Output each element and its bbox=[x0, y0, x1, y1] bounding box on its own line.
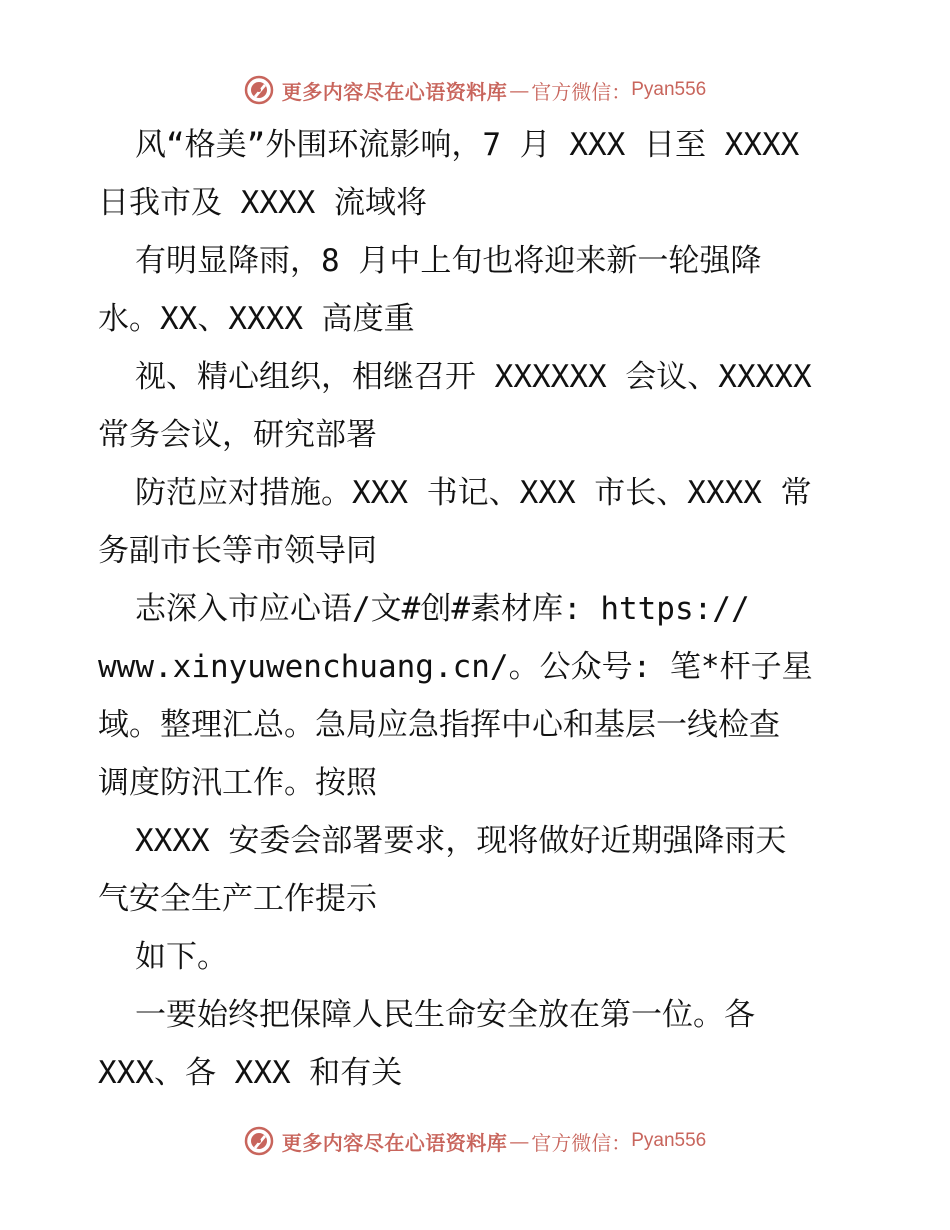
body-line: XXXX 安委会部署要求，现将做好近期强降雨天 bbox=[135, 823, 787, 859]
banner-dash: — bbox=[509, 1129, 530, 1153]
banner-wechat-label: 官方微信： bbox=[531, 79, 632, 104]
body-line: 防范应对措施。XXX 书记、XXX 市长、XXXX 常 bbox=[135, 475, 812, 511]
document-body bbox=[98, 116, 878, 1102]
body-line: 调度防汛工作。按照 bbox=[98, 765, 377, 801]
body-line: 风“格美”外围环流影响，7 月 XXX 日至 XXXX bbox=[135, 127, 800, 163]
body-line: 气安全生产工作提示 bbox=[98, 881, 377, 917]
body-line: XXX、各 XXX 和有关 bbox=[98, 1055, 403, 1091]
pen-nib-circle-icon bbox=[244, 75, 274, 105]
banner-main-text: 更多内容尽在心语资料库 bbox=[281, 1130, 508, 1155]
header-watermark-banner bbox=[0, 70, 950, 110]
body-line: 志深入市应心语/文#创#素材库: https:// bbox=[135, 591, 750, 627]
body-line: 如下。 bbox=[135, 939, 228, 975]
body-line: 水。XX、XXXX 高度重 bbox=[98, 301, 415, 337]
body-line: 常务会议，研究部署 bbox=[98, 417, 377, 453]
body-line: 日我市及 XXXX 流域将 bbox=[98, 185, 427, 221]
body-line: 视、精心组织，相继召开 XXXXXX 会议、XXXXX bbox=[135, 359, 812, 395]
body-line: www.xinyuwenchuang.cn/。公众号: 笔*杆子星 bbox=[98, 649, 813, 685]
banner-wechat-label: 官方微信： bbox=[531, 1130, 632, 1155]
body-line: 一要始终把保障人民生命安全放在第一位。各 bbox=[135, 997, 755, 1033]
banner-wechat-account: Pyan556 bbox=[631, 1130, 707, 1151]
banner-dash: — bbox=[509, 78, 530, 102]
footer-watermark-banner bbox=[0, 1121, 950, 1161]
pen-nib-circle-icon bbox=[244, 1126, 274, 1156]
body-line: 务副市长等市领导同 bbox=[98, 533, 377, 569]
banner-wechat-account: Pyan556 bbox=[631, 79, 707, 100]
banner-main-text: 更多内容尽在心语资料库 bbox=[281, 79, 508, 104]
body-line: 域。整理汇总。急局应急指挥中心和基层一线检查 bbox=[98, 707, 780, 743]
body-line: 有明显降雨，8 月中上旬也将迎来新一轮强降 bbox=[135, 243, 762, 279]
